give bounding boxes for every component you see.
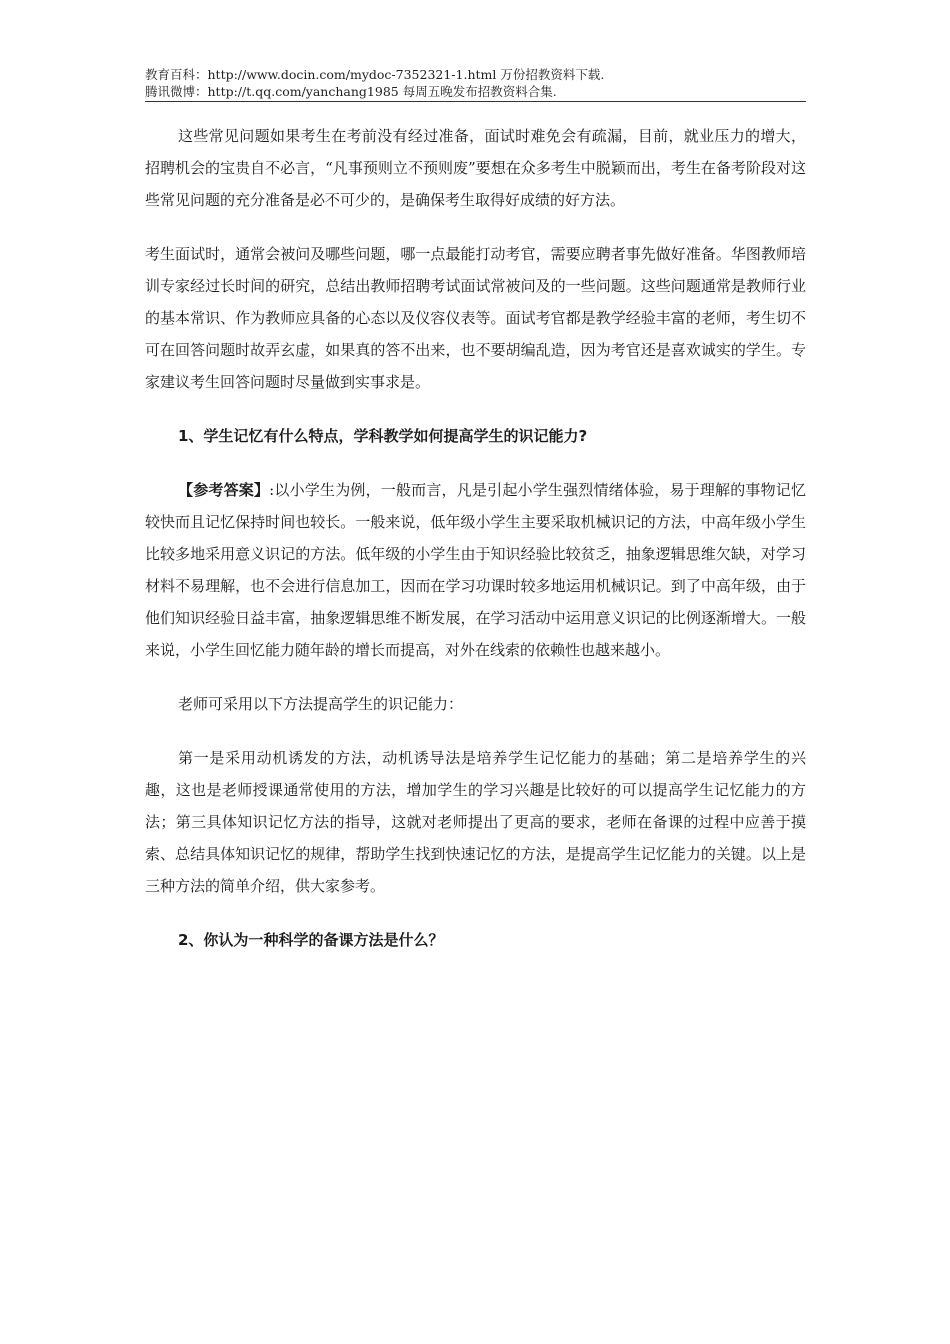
methods-intro: 老师可采用以下方法提高学生的识记能力： <box>178 695 464 713</box>
document-body <box>145 120 806 956</box>
answer-text: :以小学生为例，一般而言，凡是引起小学生强烈情绪体验，易于理解的事物记忆较快而且记忆保持时间也较长。一般来说，低年级小学生主要采取机械识记的方法，中高年级小学生比较多地采用意义识记的方法。低年级的小学生由于知识经验比较贫乏，抽象逻辑思维欠缺，对学习材料不易理解，也不会进行信息加工，因而在学习功课时较多地运用机械识记。到了中高年级，由于他们知识经验日益丰富，抽象逻辑思维不断发展，在学习活动中运用意义识记的比例逐渐增大。一般来说，小学生回忆能力随年龄的增长而提高，对外在线索的依赖性也越来越小。 <box>145 481 806 659</box>
header-line-weibo: 腾讯微博：http://t.qq.com/yanchang1985 每周五晚发布招教资料合集. <box>145 84 557 99</box>
header-line-docin: 教育百科：http://www.docin.com/mydoc-7352321-1.html 万份招教资料下载. <box>145 67 605 82</box>
question-1-heading: 1、学生记忆有什么特点，学科教学如何提高学生的识记能力? <box>178 427 588 445</box>
header-divider <box>145 101 806 102</box>
answer-paragraph <box>145 474 806 666</box>
methods-paragraph: 第一是采用动机诱发的方法，动机诱导法是培养学生记忆能力的基础；第二是培养学生的兴趣，这也是老师授课通常使用的方法，增加学生的学习兴趣是比较好的可以提高学生记忆能力的方法；第三具体知识记忆方法的指导，这就对老师提出了更高的要求，老师在备课的过程中应善于摸索、总结具体知识记忆的规律，帮助学生找到快速记忆的方法，是提高学生记忆能力的关键。以上是三种方法的简单介绍，供大家参考。 <box>145 749 806 895</box>
page-header <box>145 66 806 100</box>
intro-paragraph-2: 考生面试时，通常会被问及哪些问题，哪一点最能打动考官，需要应聘者事先做好准备。华图教师培训专家经过长时间的研究，总结出教师招聘考试面试常被问及的一些问题。这些问题通常是教师行业的基本常识、作为教师应具备的心态以及仪容仪表等。面试考官都是教学经验丰富的老师，考生切不可在回答问题时故弄玄虚，如果真的答不出来，也不要胡编乱造，因为考官还是喜欢诚实的学生。专家建议考生回答问题时尽量做到实事求是。 <box>145 245 806 391</box>
intro-paragraph-1: 这些常见问题如果考生在考前没有经过准备，面试时难免会有疏漏，目前，就业压力的增大，招聘机会的宝贵自不必言，“凡事预则立不预则废”要想在众多考生中脱颖而出，考生在备考阶段对这些常见问题的充分准备是必不可少的，是确保考生取得好成绩的好方法。 <box>145 127 806 209</box>
question-2-heading: 2、你认为一种科学的备课方法是什么？ <box>178 931 444 949</box>
answer-label: 【参考答案】 <box>178 481 270 499</box>
